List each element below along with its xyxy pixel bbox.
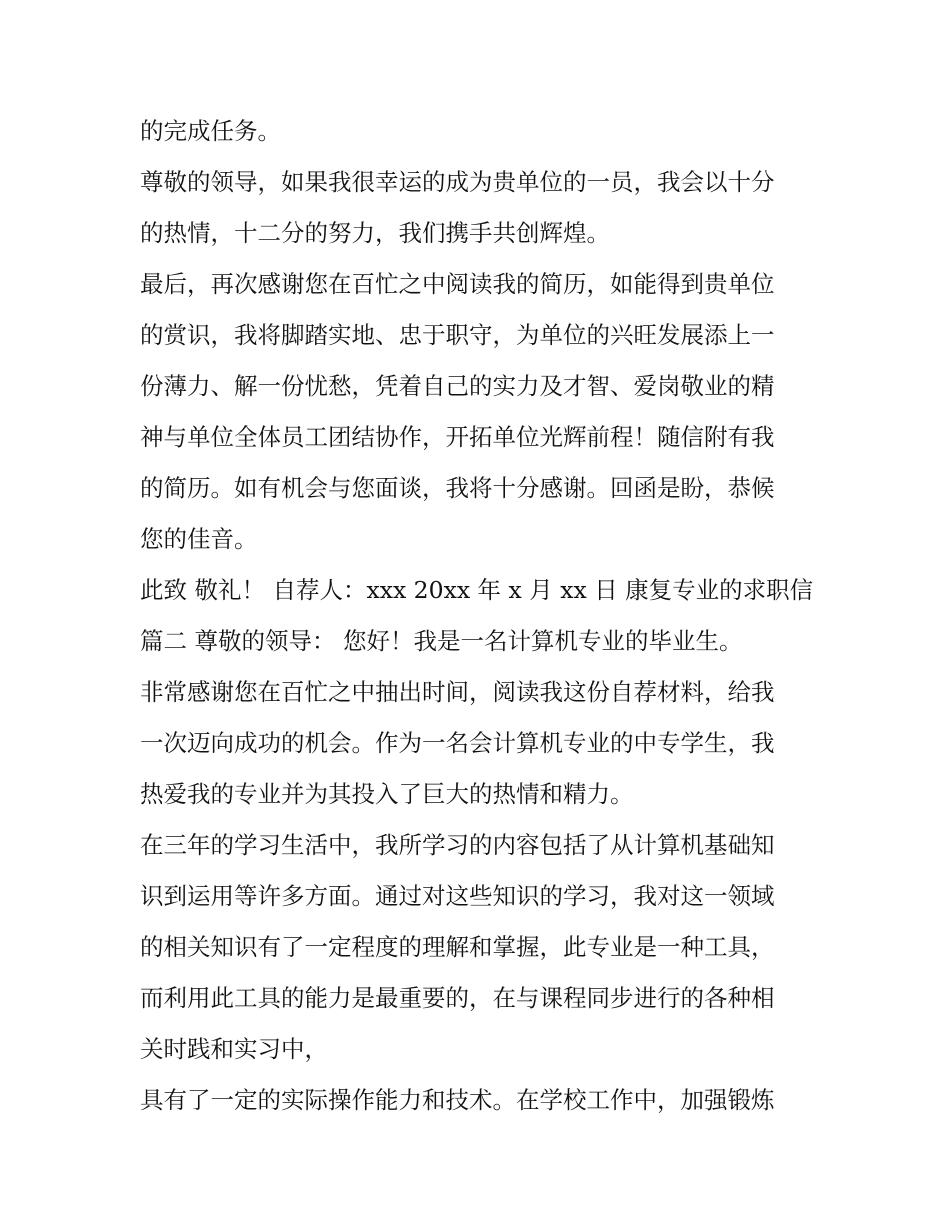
text-line: 在三年的学习生活中，我所学习的内容包括了从计算机基础知	[140, 831, 775, 859]
text-line: 此致 敬礼！ 自荐人：xxx 20xx 年 x 月 xx 日 康复专业的求职信	[140, 576, 814, 604]
text-line: 具有了一定的实际操作能力和技术。在学校工作中，加强锻炼	[140, 1086, 775, 1114]
text-line: 您的佳音。	[140, 525, 258, 553]
text-line: 最后，再次感谢您在百忙之中阅读我的简历，如能得到贵单位	[140, 270, 775, 298]
text-line: 识到运用等许多方面。通过对这些知识的学习，我对这一领域	[140, 882, 775, 910]
text-line: 尊敬的领导，如果我很幸运的成为贵单位的一员，我会以十分	[140, 168, 775, 196]
text-line: 热爱我的专业并为其投入了巨大的热情和精力。	[140, 780, 634, 808]
text-line: 非常感谢您在百忙之中抽出时间，阅读我这份自荐材料，给我	[140, 678, 775, 706]
text-line: 的相关知识有了一定程度的理解和掌握，此专业是一种工具，	[140, 933, 775, 961]
document-body	[140, 106, 820, 1126]
text-line: 的热情，十二分的努力，我们携手共创辉煌。	[140, 219, 610, 247]
text-line: 而利用此工具的能力是最重要的，在与课程同步进行的各种相	[140, 984, 775, 1012]
text-line: 篇二 尊敬的领导： 您好！我是一名计算机专业的毕业生。	[140, 627, 743, 655]
text-line: 神与单位全体员工团结协作，开拓单位光辉前程！随信附有我	[140, 423, 775, 451]
text-line: 的赏识，我将脚踏实地、忠于职守，为单位的兴旺发展添上一	[140, 321, 775, 349]
text-line: 一次迈向成功的机会。作为一名会计算机专业的中专学生，我	[140, 729, 775, 757]
text-line: 的完成任务。	[140, 117, 281, 145]
text-line: 关时践和实习中，	[140, 1035, 328, 1063]
text-line: 份薄力、解一份忧愁，凭着自己的实力及才智、爱岗敬业的精	[140, 372, 775, 400]
text-line: 的简历。如有机会与您面谈，我将十分感谢。回函是盼，恭候	[140, 474, 775, 502]
